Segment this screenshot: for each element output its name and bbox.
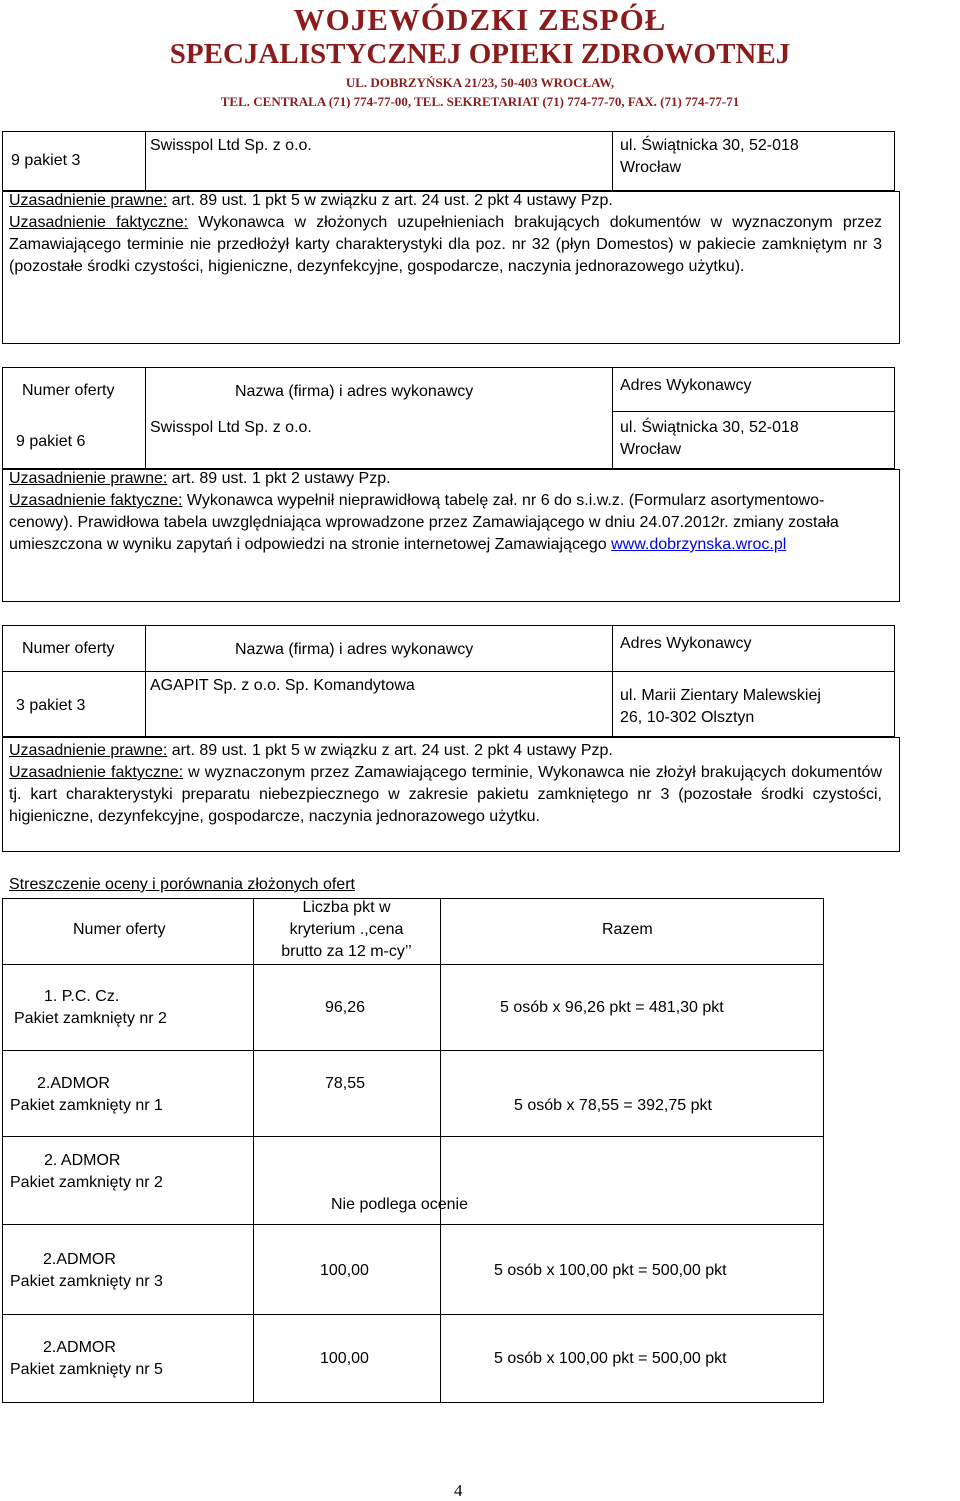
factual-basis (9, 212, 882, 278)
column-header-contractor: Nazwa (firma) i adres wykonawcy (235, 641, 474, 658)
row-offer-line2: Pakiet zamknięty nr 3 (10, 1273, 163, 1290)
legal-basis-text: art. 89 ust. 1 pkt 2 ustawy Pzp. (167, 470, 391, 487)
summary-header-points-l1: Liczba pkt w (302, 899, 391, 916)
legal-basis-label: Uzasadnienie prawne: (9, 742, 168, 759)
header-contacts: TEL. CENTRALA (71) 774-77-00, TEL. SEKRETARIAT (71) 774-77-70, FAX. (71) 774-77-71 (220, 94, 740, 109)
row-points: Nie podlega ocenie (331, 1196, 468, 1213)
legal-basis (9, 468, 391, 490)
column-header-address: Adres Wykonawcy (620, 377, 752, 394)
row-points: 78,55 (325, 1075, 366, 1092)
row-offer-line2: Pakiet zamknięty nr 5 (10, 1361, 163, 1378)
header-title-line2: SPECJALISTYCZNEJ OPIEKI ZDROWOTNEJ (169, 38, 791, 70)
company-name: Swisspol Ltd Sp. z o.o. (150, 137, 312, 154)
factual-basis-text: w wyznaczonym przez Zamawiającego terminie, Wykonawca nie złożył brakujących dokumentów tj. kart charakterystyki preparatu niebezpiecznego w zakresie pakietu zamkniętego nr 3 (pozostałe środki czystości, higieniczne, dezynfekcyjne, gospodarcze, naczynia jednorazowego użytku. (9, 764, 883, 825)
legal-basis-text: art. 89 ust. 1 pkt 5 w związku z art. 24 ust. 2 pkt 4 ustawy Pzp. (167, 192, 613, 209)
column-header-contractor: Nazwa (firma) i adres wykonawcy (235, 383, 474, 400)
factual-basis-label: Uzasadnienie faktyczne: (9, 214, 189, 231)
summary-title: Streszczenie oceny i porównania złożonych ofert (9, 876, 355, 893)
header-address: UL. DOBRZYŃSKA 21/23, 50-403 WROCŁAW, (345, 75, 615, 90)
row-offer-line2: Pakiet zamknięty nr 2 (14, 1010, 167, 1027)
header-title-line1: WOJEWÓDZKI ZESPÓŁ (293, 2, 667, 37)
company-name: AGAPIT Sp. z o.o. Sp. Komandytowa (150, 677, 415, 694)
row-offer-line2: Pakiet zamknięty nr 1 (10, 1097, 163, 1114)
row-offer-line1: 2.ADMOR (43, 1339, 116, 1356)
offer-number: 9 pakiet 3 (11, 152, 81, 169)
row-points: 96,26 (325, 999, 366, 1016)
page-number: 4 (454, 1481, 463, 1500)
row-points: 100,00 (320, 1262, 369, 1279)
summary-header-points-l3: brutto za 12 m-cy’’ (281, 943, 412, 960)
factual-basis (9, 490, 882, 556)
row-offer-line1: 1. P.C. Cz. (44, 988, 120, 1005)
legal-basis (9, 190, 613, 212)
row-total: 5 osób x 100,00 pkt = 500,00 pkt (494, 1350, 727, 1367)
row-offer-line1: 2. ADMOR (44, 1152, 121, 1169)
company-name: Swisspol Ltd Sp. z o.o. (150, 419, 312, 436)
company-address-line1: ul. Świątnicka 30, 52-018 (620, 419, 799, 436)
row-offer-line1: 2.ADMOR (43, 1251, 116, 1268)
factual-basis-text: Wykonawca wypełnił nieprawidłową tabelę zał. nr 6 do s.i.w.z. (Formularz asortymentowo- cenowy). Prawidłowa tabela uwzględniająca wprowadzone przez Zamawiającego w dniu 24.07.2012r. zmiany została umieszczona w wyniku zapytań i odpowiedzi na stronie internetowej Zamawiającego (9, 492, 839, 553)
company-address-line1: ul. Świątnicka 30, 52-018 (620, 137, 799, 154)
summary-header-points-l2: kryterium .,cena (289, 921, 404, 938)
column-header-offer-number: Numer oferty (22, 382, 115, 399)
offer-number: 9 pakiet 6 (16, 433, 86, 450)
factual-basis-label: Uzasadnienie faktyczne: (9, 492, 183, 509)
website-link[interactable]: www.dobrzynska.wroc.pl (611, 536, 787, 553)
column-header-offer-number: Numer oferty (22, 640, 115, 657)
legal-basis-label: Uzasadnienie prawne: (9, 470, 168, 487)
row-total: 5 osób x 96,26 pkt = 481,30 pkt (500, 999, 724, 1016)
company-address-line2: Wrocław (620, 441, 682, 458)
legal-basis-label: Uzasadnienie prawne: (9, 192, 168, 209)
legal-basis (9, 740, 613, 762)
offer-number: 3 pakiet 3 (16, 697, 86, 714)
row-offer-line2: Pakiet zamknięty nr 2 (10, 1174, 163, 1191)
company-address-line2: Wrocław (620, 159, 682, 176)
row-offer-line1: 2.ADMOR (37, 1075, 110, 1092)
factual-basis-text: Wykonawca w złożonych uzupełnieniach brakujących dokumentów w wyznaczonym przez Zamawiającego terminie nie przedłożył karty charakterystyki dla poz. nr 32 (płyn Domestos) w pakiecie zamkniętym nr 3 (pozostałe środki czystości, higieniczne, dezynfekcyjne, gospodarcze, naczynia jednorazowego użytku). (9, 214, 882, 275)
company-address-line1: ul. Marii Zientary Malewskiej (620, 687, 821, 704)
factual-basis-label: Uzasadnienie faktyczne: (9, 764, 184, 781)
row-points: 100,00 (320, 1350, 369, 1367)
column-header-address: Adres Wykonawcy (620, 635, 752, 652)
summary-header-offer: Numer oferty (73, 921, 166, 938)
row-total: 5 osób x 100,00 pkt = 500,00 pkt (494, 1262, 727, 1279)
factual-basis (9, 762, 882, 828)
company-address-line2: 26, 10-302 Olsztyn (620, 709, 755, 726)
row-total: 5 osób x 78,55 = 392,75 pkt (514, 1097, 712, 1114)
legal-basis-text: art. 89 ust. 1 pkt 5 w związku z art. 24 ust. 2 pkt 4 ustawy Pzp. (167, 742, 613, 759)
summary-header-total: Razem (602, 921, 653, 938)
